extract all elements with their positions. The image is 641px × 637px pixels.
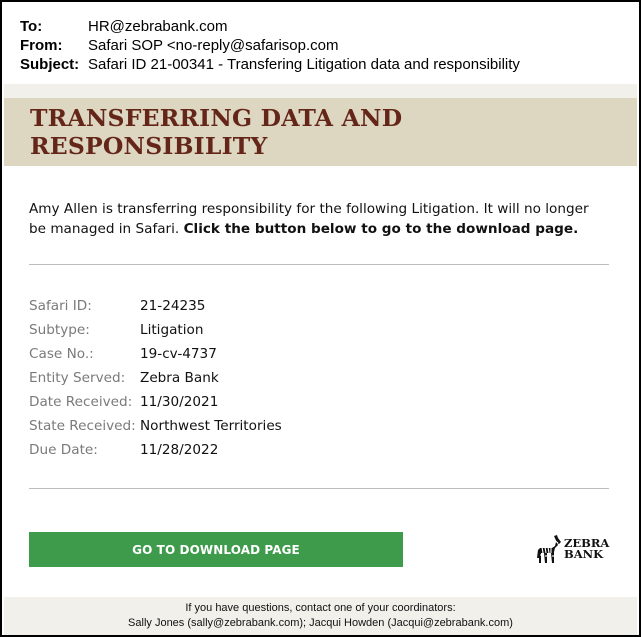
to-label: To: bbox=[20, 18, 43, 35]
detail-value: 11/28/2022 bbox=[140, 442, 219, 458]
detail-row bbox=[29, 294, 282, 318]
subject-row bbox=[20, 55, 520, 74]
intro-text: Amy Allen is transferring responsibility for the following Litigation. It will no longer be managed in Safari. bbox=[29, 201, 589, 237]
banner-title: TRANSFERRING DATA AND RESPONSIBILITY bbox=[30, 104, 403, 160]
logo-line2: BANK bbox=[564, 547, 604, 561]
detail-row bbox=[29, 390, 282, 414]
detail-value: Northwest Territories bbox=[140, 418, 282, 434]
detail-label: Safari ID: bbox=[29, 298, 92, 314]
footer-line2: Sally Jones (sally@zebrabank.com); Jacqui Howden (Jacqui@zebrabank.com) bbox=[128, 617, 513, 629]
detail-value: 11/30/2021 bbox=[140, 394, 219, 410]
subject-value: Safari ID 21-00341 - Transfering Litigation data and responsibility bbox=[88, 56, 520, 73]
from-label: From: bbox=[20, 37, 63, 54]
intro-bold-text: Click the button below to go to the download page. bbox=[183, 221, 579, 237]
zebra-icon bbox=[534, 534, 562, 564]
detail-row bbox=[29, 342, 282, 366]
from-row bbox=[20, 36, 520, 55]
detail-row bbox=[29, 366, 282, 390]
subject-label: Subject: bbox=[20, 56, 80, 73]
logo-text bbox=[564, 538, 609, 560]
detail-label: Due Date: bbox=[29, 442, 98, 458]
detail-label: Case No.: bbox=[29, 346, 94, 362]
to-row bbox=[20, 17, 520, 36]
detail-label: Date Received: bbox=[29, 394, 133, 410]
zebra-bank-logo bbox=[534, 534, 609, 564]
banner-top-band bbox=[4, 84, 637, 98]
detail-label: State Received: bbox=[29, 418, 136, 434]
to-value[interactable]: HR@zebrabank.com bbox=[88, 18, 228, 35]
detail-row bbox=[29, 318, 282, 342]
detail-row bbox=[29, 414, 282, 438]
details-list bbox=[29, 294, 282, 462]
divider-bottom bbox=[29, 488, 609, 489]
detail-label: Subtype: bbox=[29, 322, 90, 338]
footer-line1: If you have questions, contact one of your coordinators: bbox=[185, 602, 456, 614]
detail-value: Litigation bbox=[140, 322, 204, 338]
logo-line1: ZEBRA bbox=[564, 536, 610, 550]
banner bbox=[4, 98, 637, 166]
detail-label: Entity Served: bbox=[29, 370, 126, 386]
download-page-button[interactable]: GO TO DOWNLOAD PAGE bbox=[29, 532, 403, 567]
intro-paragraph bbox=[29, 199, 599, 239]
divider-top bbox=[29, 264, 609, 265]
detail-row bbox=[29, 438, 282, 462]
detail-value: Zebra Bank bbox=[140, 370, 219, 386]
detail-value: 21-24235 bbox=[140, 298, 206, 314]
email-headers bbox=[20, 17, 520, 74]
from-value[interactable]: Safari SOP <no-reply@safarisop.com bbox=[88, 37, 339, 54]
footer bbox=[4, 597, 637, 635]
detail-value: 19-cv-4737 bbox=[140, 346, 217, 362]
